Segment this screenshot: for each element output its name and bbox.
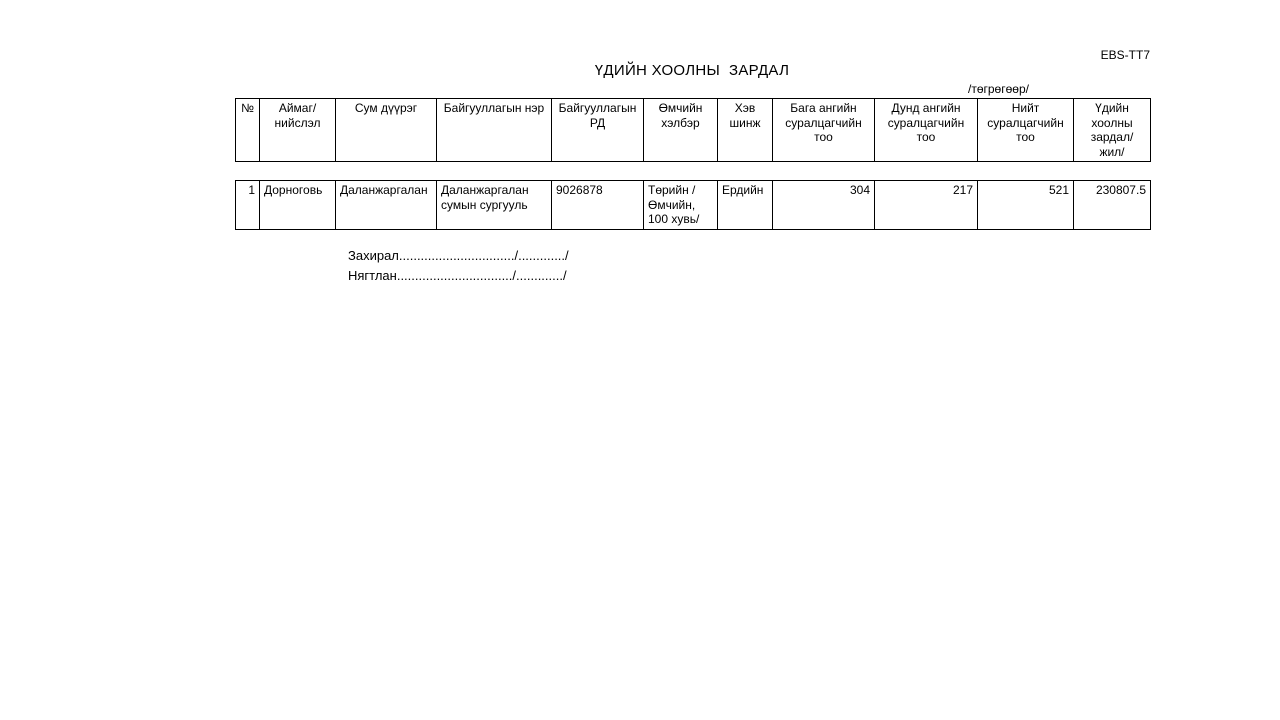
cell-number: 1 bbox=[236, 181, 260, 230]
column-header-lunch-cost: Үдийн хоолны зардал/ жил/ bbox=[1074, 99, 1151, 162]
form-code: EBS-TT7 bbox=[1100, 48, 1150, 62]
column-header-number: № bbox=[236, 99, 260, 162]
cell-secondary-students: 217 bbox=[875, 181, 978, 230]
cell-total-students: 521 bbox=[978, 181, 1074, 230]
cell-org-reg-no: 9026878 bbox=[552, 181, 644, 230]
table-row bbox=[236, 181, 1151, 230]
column-header-org-name: Байгууллагын нэр bbox=[437, 99, 552, 162]
cell-lunch-cost: 230807.5 bbox=[1074, 181, 1151, 230]
cell-ownership: Төрийн / Өмчийн, 100 хувь/ bbox=[644, 181, 718, 230]
cell-aimag: Дорноговь bbox=[260, 181, 336, 230]
header-row bbox=[236, 99, 1151, 162]
cell-sum: Даланжаргалан bbox=[336, 181, 437, 230]
document-title: ҮДИЙН ХООЛНЫ ЗАРДАЛ bbox=[594, 62, 790, 79]
column-header-type: Хэв шинж bbox=[718, 99, 773, 162]
header-table bbox=[235, 98, 1151, 162]
director-signature-line: Захирал................................/............./ bbox=[348, 248, 569, 263]
column-header-ownership: Өмчийн хэлбэр bbox=[644, 99, 718, 162]
column-header-aimag: Аймаг/ нийслэл bbox=[260, 99, 336, 162]
cell-primary-students: 304 bbox=[773, 181, 875, 230]
column-header-secondary-students: Дунд ангийн суралцагчийн тоо bbox=[875, 99, 978, 162]
cell-org-name: Даланжаргалан сумын сургууль bbox=[437, 181, 552, 230]
column-header-total-students: Нийт суралцагчийн тоо bbox=[978, 99, 1074, 162]
column-header-primary-students: Бага ангийн суралцагчийн тоо bbox=[773, 99, 875, 162]
currency-unit-note: /төгрөгөөр/ bbox=[968, 82, 1029, 96]
accountant-signature-line: Нягтлан................................/............./ bbox=[348, 268, 567, 283]
column-header-org-reg-no: Байгууллагын РД bbox=[552, 99, 644, 162]
column-header-sum: Сум дүүрэг bbox=[336, 99, 437, 162]
data-table bbox=[235, 180, 1151, 230]
cell-type: Ердийн bbox=[718, 181, 773, 230]
